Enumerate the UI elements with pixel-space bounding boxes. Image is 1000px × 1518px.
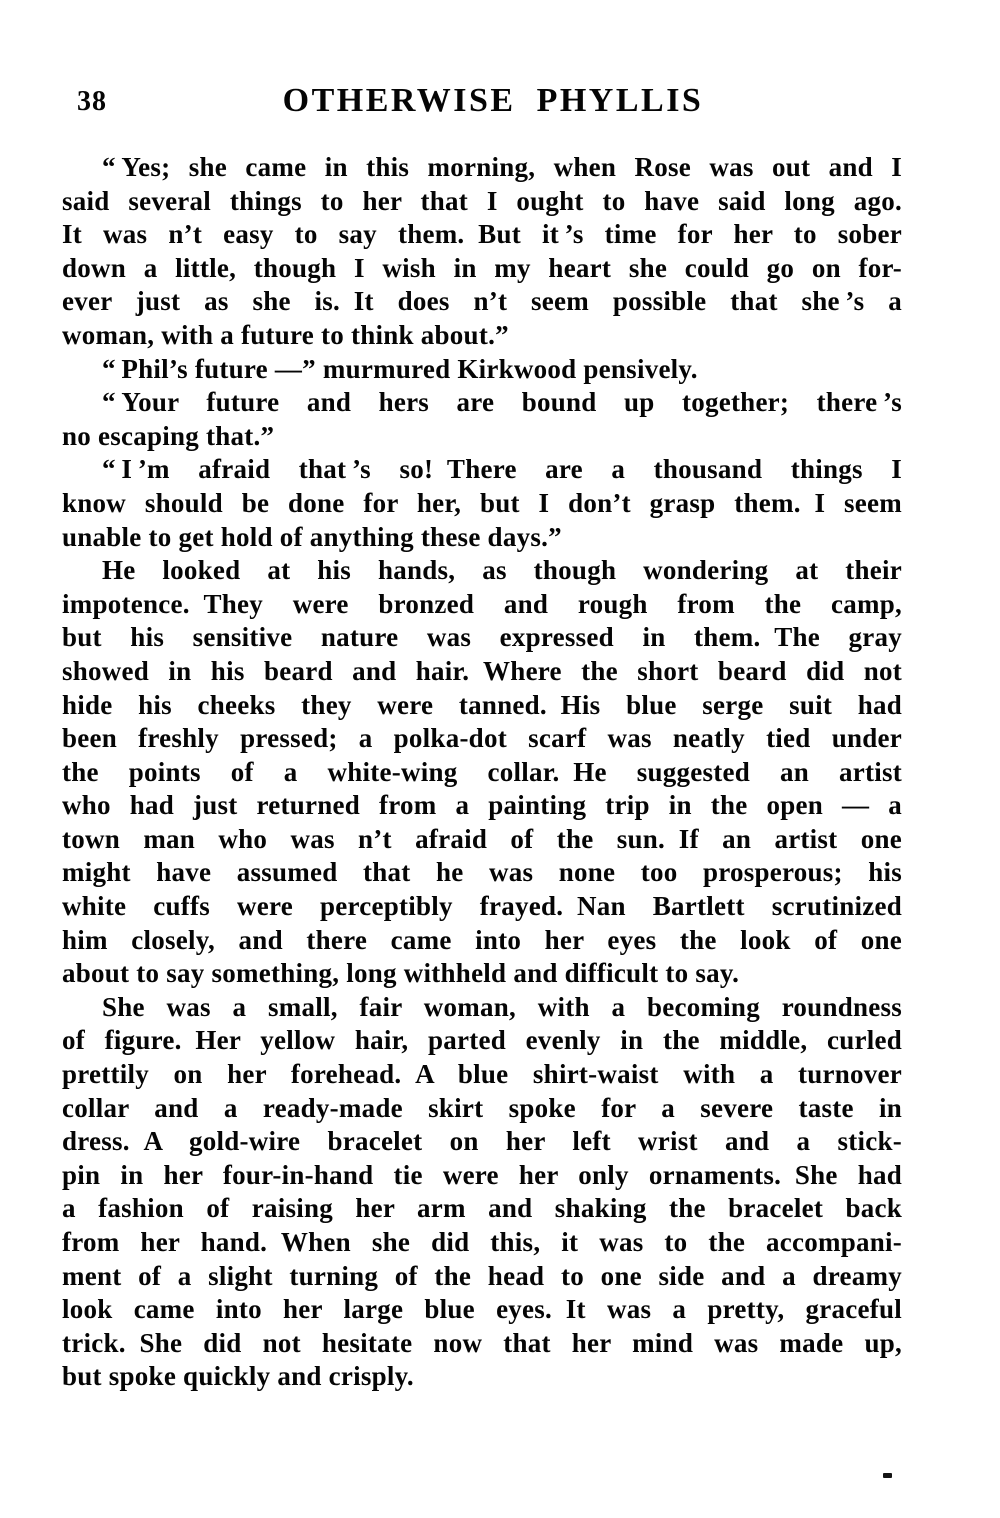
text-line: showed in his beard and hair. Where the short beard did not (62, 655, 902, 686)
text-line: might have assumed that he was none too prosperous; his (62, 857, 902, 888)
text-line: “ I ’m afraid that ’s so! There are a thousand things I (102, 454, 902, 485)
text-line: who had just returned from a painting trip in the open — a (62, 790, 902, 821)
text-line: It was n’t easy to say them. But it ’s time for her to sober (62, 219, 902, 250)
text-line: a fashion of raising her arm and shaking the bracelet back (62, 1193, 902, 1224)
body-text (62, 151, 902, 1394)
text-line: ever just as she is. It does n’t seem possible that she ’s a (62, 286, 902, 317)
text-line: know should be done for her, but I don’t grasp them. I seem (62, 487, 902, 518)
text-line: down a little, though I wish in my heart she could go on for- (62, 252, 902, 283)
text-line: but his sensitive nature was expressed in them. The gray (62, 622, 902, 653)
text-line: “ Yes; she came in this morning, when Rose was out and I (102, 152, 902, 182)
text-line: town man who was n’t afraid of the sun. If an artist one (62, 823, 902, 854)
text-line: look came into her large blue eyes. It was a pretty, graceful (62, 1294, 902, 1325)
text-line: “ Phil’s future —” murmured Kirkwood pensively. (102, 353, 698, 384)
text-line: him closely, and there came into her eyes the look of one (62, 924, 902, 955)
text-line: prettily on her forehead. A blue shirt-waist with a turnover (62, 1059, 902, 1090)
paragraph (62, 151, 902, 353)
text-line: but spoke quickly and crisply. (62, 1361, 414, 1392)
text-line: pin in her four-in-hand tie were her only ornaments. She had (62, 1159, 902, 1190)
ink-speck-artifact (883, 1473, 892, 1478)
text-line: ment of a slight turning of the head to one side and a dreamy (62, 1260, 902, 1291)
text-line: hide his cheeks they were tanned. His blue serge suit had (62, 689, 902, 720)
text-line: He looked at his hands, as though wondering at their (102, 555, 902, 586)
text-line: impotence. They were bronzed and rough from the camp, (62, 588, 902, 619)
text-line: unable to get hold of anything these days.” (62, 521, 562, 552)
text-line: woman, with a future to think about.” (62, 319, 509, 350)
running-title: OTHERWISE PHYLLIS (282, 82, 704, 119)
text-line: “ Your future and hers are bound up together; there ’s (102, 387, 902, 418)
text-line: about to say something, long withheld and difficult to say. (62, 958, 740, 989)
page-number: 38 (77, 86, 107, 117)
text-line: collar and a ready-made skirt spoke for a severe taste in (62, 1092, 902, 1123)
text-line: white cuffs were perceptibly frayed. Nan Bartlett scrutinized (62, 891, 902, 922)
text-line: of figure. Her yellow hair, parted evenly in the middle, curled (62, 1025, 902, 1056)
text-line: been freshly pressed; a polka-dot scarf was neatly tied under (62, 723, 902, 754)
text-line: the points of a white-wing collar. He suggested an artist (62, 756, 902, 787)
paragraph (62, 991, 902, 1394)
text-line: from her hand. When she did this, it was to the accompani- (62, 1227, 902, 1257)
text-line: no escaping that.” (62, 420, 275, 451)
paragraph (62, 453, 902, 554)
text-line: trick. She did not hesitate now that her mind was made up, (62, 1327, 902, 1358)
paragraph (62, 353, 902, 387)
text-line: She was a small, fair woman, with a becoming roundness (102, 991, 902, 1022)
text-line: said several things to her that I ought to have said long ago. (62, 185, 902, 216)
text-line: dress. A gold-wire bracelet on her left wrist and a stick- (62, 1126, 902, 1157)
paragraph (62, 386, 902, 453)
paragraph (62, 554, 902, 991)
